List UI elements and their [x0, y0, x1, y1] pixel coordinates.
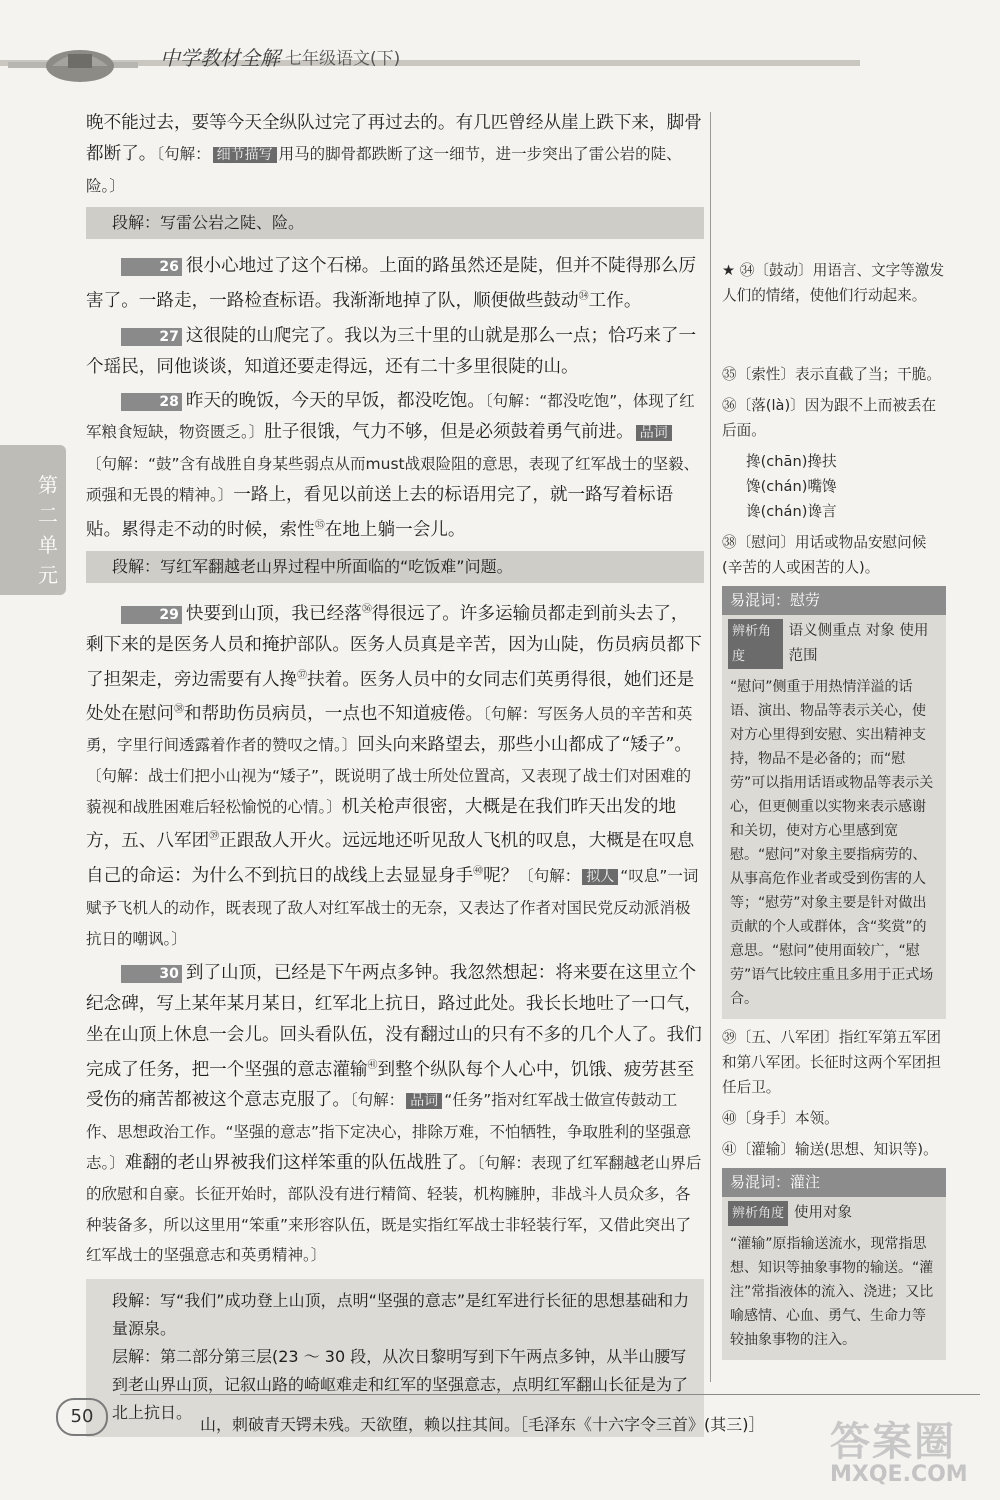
paragraph-29: 29 快要到山顶，我已经落$^㊱$得很远了。许多运输员都走到前头去了，剩下来的是医务人员和掩护部队。医务人员真是辛苦，因为山陡，伤员病员都下了担架走，旁边需要有人搀$^㊲$扶着。医务人员中的女同志们英勇得很，她们还是处处在慰问$^㊳$和帮助伤员病员，一点也不知道疲倦。〔句解：写医务人员的辛苦和英勇，字里行间透露着作者的赞叹之情。〕回头向来路望去，那些小山都成了“矮子”。〔句解：战士们把小山视为“矮子”，既说明了战士所处位置高，又表现了战士们对困难的藐视和战胜困难后轻松愉悦的心情。〕机关枪声很密，大概是在我们昨天出发的地方，五、八军团$^㊴$正跟敌人开火。远远地还听见敌人飞机的叹息，大概是在叹息自己的命运：为什么不到抗日的战线上去显显身手$^㊵$呢？〔句解： 拟人 “叹息”一词赋予飞机人的动作，既表现了敌人对红军战士的无奈，又表达了作者对国民党反动派消极抗日的嘲讽。〕	[86, 604, 702, 948]
layer-summary: 层解：第二部分第三层(23 ～ 30 段，从次日黎明写到下午两点多钟，从半山腰写到老山界山顶，记叙山路的崎岖难走和红军的坚强意志，点明红军翻山长征是为了北上抗日。	[112, 1347, 689, 1423]
analysis-label: 辨析角度	[728, 1201, 788, 1226]
book-subtitle: 七年级语文(下)	[285, 49, 401, 69]
unit-side-tab-label: 第二单元	[38, 473, 58, 587]
column-divider	[710, 112, 711, 1382]
confusable-body: “慰问”侧重于用热情洋溢的话语、演出、物品等表示关心，使对方心里得到安慰、实出精神支持，物品不是必备的；而“慰劳”可以指用话语或物品等表示关心，但更侧重以实物来表示感谢和关切，使对方心里感到宽慰。“慰问”对象主要指病劳的、从事高危作业者或受到伤害的人等；“慰劳”对象主要是针对做出贡献的个人或群体，含“奖赏”的意思。“慰问”使用面较广，“慰劳”语气比较庄重且多用于正式场合。	[730, 679, 934, 1007]
gloss-37: 搀(chān)搀扶 馋(chán)嘴馋 谗(chán)谗言	[746, 453, 837, 520]
footer-rule	[120, 1394, 980, 1395]
confusable-box-1: 易混词：慰劳 辨析角度 语义侧重点 对象 使用范围 “慰问”侧重于用热情洋溢的话语、演出、物品等表示关心，使对方心里得到安慰、实出精神支持，物品不是必备的；而“慰劳”可以指用话语或物品等表示关心，但更侧重以实物来表示感谢和关切，使对方心里感到宽慰。“慰问”对象主要指病劳的、从事高危作业者或受到伤害的人等；“慰劳”对象主要是针对做出贡献的个人或群体，含“奖赏”的意思。“慰问”使用面较广，“慰劳”语气比较庄重且多用于正式场合。	[722, 586, 946, 1019]
paragraph-number: 28	[121, 393, 182, 411]
book-logo-icon	[8, 40, 138, 90]
page-header	[0, 40, 1000, 90]
paragraph-number: 27	[121, 328, 182, 346]
paragraph-summary: 段解：写红军翻越老山界过程中所面临的“吃饭难”问题。	[86, 551, 704, 583]
footer-quote: 山，刺破青天锷未残。天欲堕，赖以拄其间。［毛泽东《十六字令三首》(其三)］	[200, 1415, 765, 1434]
paragraph-26: 26 很小心地过了这个石梯。上面的路虽然还是陡，但并不陡得那么厉害了。一路走，一路检查标语。我渐渐地掉了队，顺便做些鼓动$^㉞$工作。	[86, 256, 697, 312]
confusable-heading: 易混词：灌注	[722, 1168, 946, 1197]
gloss-40: ㊵〔身手〕本领。	[722, 1110, 839, 1127]
gloss-36: ㊱〔落(là)〕因为跟不上而被丢在后面。	[722, 397, 937, 439]
annotation-tag: 品词	[406, 1093, 442, 1109]
gloss-34: ★ ㉞〔鼓动〕用语言、文字等激发人们的情绪，使他们行动起来。	[722, 262, 945, 304]
paragraph-25-end: 晚不能过去，要等今天全纵队过完了再过去的。有几匹曾经从崖上跌下来，脚骨都断了。〔句解： 细节描写 用马的脚骨都跌断了这一细节，进一步突出了雷公岩的陡、险。〕	[86, 113, 702, 195]
main-text	[86, 108, 704, 1437]
gloss-38: ㊳〔慰问〕用话或物品安慰问候(辛苦的人或困苦的人)。	[722, 534, 927, 576]
gloss-35: ㉟〔索性〕表示直截了当；干脆。	[722, 366, 941, 383]
watermark-logo: 答案圈	[830, 1419, 956, 1465]
gloss-41: ㊶〔灌输〕输送(思想、知识等)。	[722, 1141, 938, 1158]
watermark-url: MXQE.COM	[830, 1462, 968, 1487]
analysis-label: 辨析角度	[728, 619, 783, 669]
glossary-sidebar	[722, 258, 946, 1360]
confusable-body: “灌输”原指输送流水，现常指思想、知识等抽象事物的输送。“灌注”常指液体的流入、浇进；又比喻感情、心血、勇气、生命力等较抽象事物的注入。	[730, 1236, 934, 1348]
paragraph-summary: 段解：写雷公岩之陡、险。	[86, 207, 704, 239]
paragraph-number: 29	[121, 606, 182, 624]
confusable-box-2: 易混词：灌注 辨析角度 使用对象 “灌输”原指输送流水，现常指思想、知识等抽象事物的输送。“灌注”常指液体的流入、浇进；又比喻感情、心血、勇气、生命力等较抽象事物的注入。	[722, 1168, 946, 1360]
book-title: 中学教材全解	[160, 46, 280, 70]
paragraph-summary: 段解：写“我们”成功登上山顶，点明“坚强的意志”是红军进行长征的思想基础和力量源泉。	[112, 1291, 690, 1339]
paragraph-27: 27 这很陡的山爬完了。我以为三十里的山就是那么一点；恰巧来了一个瑶民，同他谈谈，知道还要走得远，还有二十多里很陡的山。	[86, 325, 697, 377]
paragraph-number: 30	[121, 965, 182, 983]
annotation-tag: 拟人	[582, 869, 618, 885]
paragraph-number: 26	[121, 258, 182, 276]
paragraph-28: 28 昨天的晚饭，今天的早饭，都没吃饱。〔句解：“都没吃饱”，体现了红军粮食短缺，物资匮乏。〕肚子很饿，气力不够，但是必须鼓着勇气前进。 品词〔句解：“鼓”含有战胜自身某些弱点从而must战艰险阻的意思，表现了红军战士的坚毅、顽强和无畏的精神。〕一路上，看见以前送上去的标语用完了，就一路写着标语贴。累得走不动的时候，索性$^㉟$在地上躺一会儿。	[86, 391, 700, 540]
paragraph-30: 30 到了山顶，已经是下午两点多钟。我忽然想起：将来要在这里立个纪念碑，写上某年某月某日，红军北上抗日，路过此处。我长长地吐了一口气，坐在山顶上休息一会儿。回头看队伍，没有翻过山的只有不多的几个人了。我们完成了任务，把一个坚强的意志灌输$^㊶$到整个纵队每个人心中，饥饿、疲劳甚至受伤的痛苦都被这个意志克服了。〔句解： 品词 “任务”指对红军战士做宣传鼓动工作、思想政治工作。“坚强的意志”指下定决心，排除万难，不怕牺牲，争取胜利的坚强意志。〕难翻的老山界被我们这样笨重的队伍战胜了。〔句解：表现了红军翻越老山界后的欣慰和自豪。长征开始时，部队没有进行精简、轻装，机构臃肿，非战斗人员众多，各种装备多，所以这里用“笨重”来形容队伍，既是实指红军战士非轻装行军，又借此突出了红军战士的坚强意志和英勇精神。〕	[86, 963, 702, 1265]
annotation-tag: 品词	[636, 425, 672, 441]
confusable-heading: 易混词：慰劳	[722, 586, 946, 615]
annotation-tag: 细节描写	[213, 147, 277, 163]
page-number: 50	[56, 1398, 108, 1436]
gloss-39: ㊴〔五、八军团〕指红军第五军团和第八军团。长征时这两个军团担任后卫。	[722, 1029, 941, 1096]
